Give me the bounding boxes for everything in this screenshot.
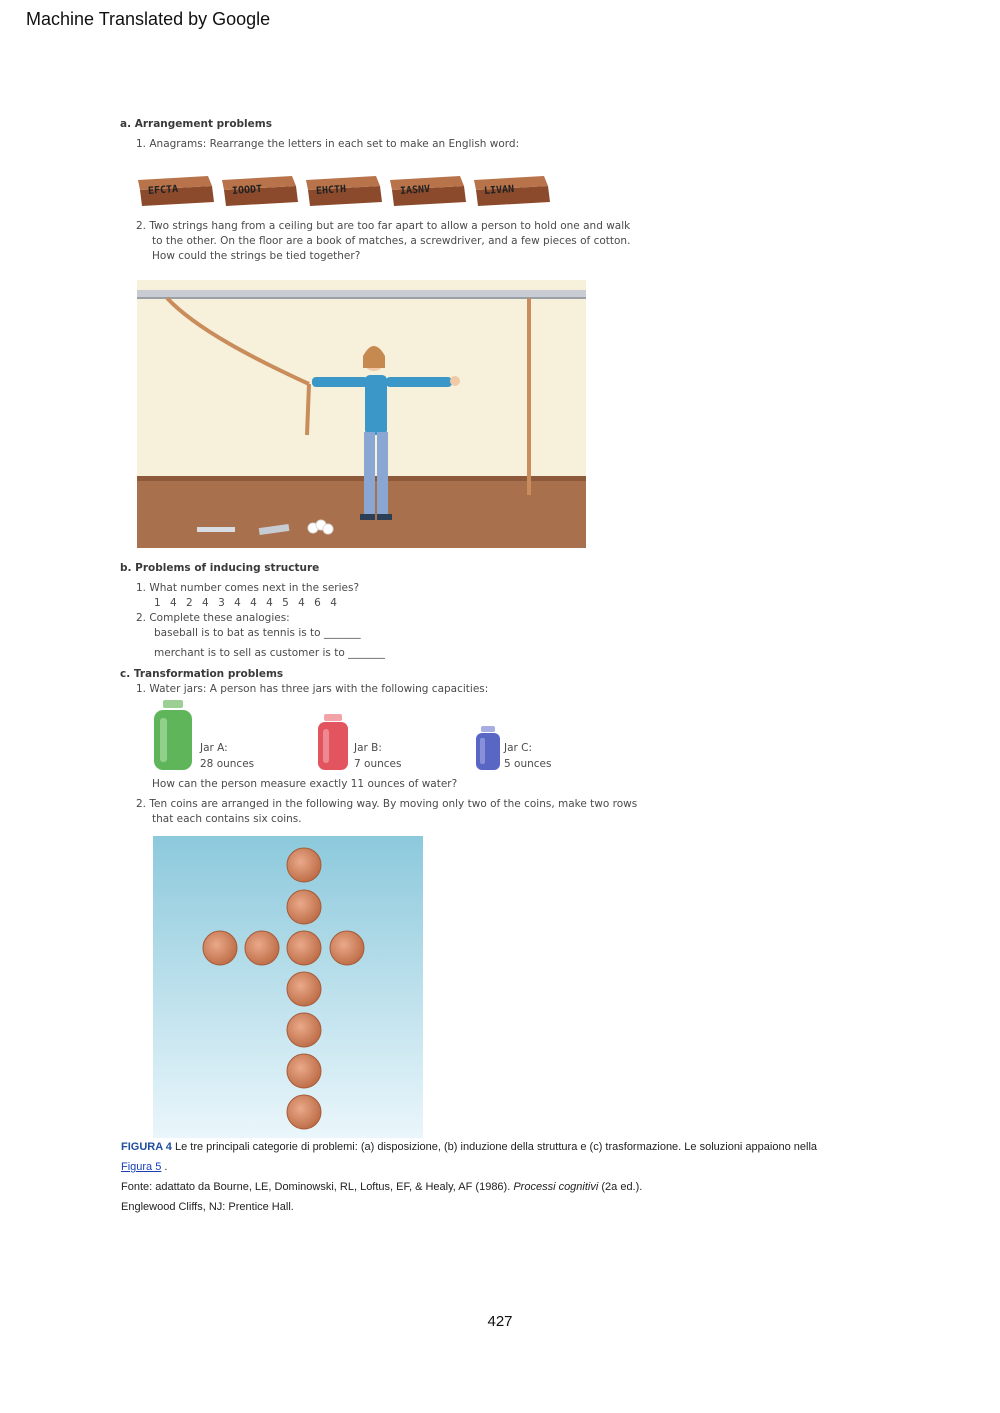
jar-a-body [154, 710, 192, 770]
anagram-tray-3 [306, 172, 384, 204]
coin [330, 931, 364, 965]
figure-caption [121, 1137, 881, 1217]
anagram-tray-4 [390, 172, 468, 204]
jar-a [152, 700, 194, 777]
jar-c-name: Jar C: [504, 742, 533, 754]
machine-translation-header: Machine Translated by Google [26, 9, 271, 29]
caption-line-2 [121, 1157, 881, 1177]
coin [287, 848, 321, 882]
caption-publisher: Englewood Cliffs, NJ: Prentice Hall. [121, 1201, 294, 1213]
jar-b-name: Jar B: [354, 742, 382, 754]
page-number: 427 [487, 1313, 513, 1330]
anagram-trays [138, 168, 558, 210]
caption-text: Le tre principali categorie di problemi: (a) disposizione, (b) induzione della struttura e (c) trasformazione. Le soluzioni appaiono nella [171, 1141, 818, 1153]
anagram-tray-1 [138, 172, 216, 204]
coin [287, 1013, 321, 1047]
strings-problem-line-2: to the other. On the floor are a book of matches, a screwdriver, and a few pieces of cotton. [152, 235, 631, 247]
section-c-heading: c. Transformation problems [120, 668, 284, 680]
figure-5-link[interactable]: Figura 5 [121, 1161, 162, 1173]
anagram-tray-5 [474, 172, 552, 204]
anagram-text-3: EHCTH [315, 183, 347, 197]
analogies-question: 2. Complete these analogies: [136, 612, 290, 624]
coin [287, 890, 321, 924]
coin [203, 931, 237, 965]
figure-4 [120, 116, 690, 1138]
anagram-text-1: EFCTA [147, 183, 179, 197]
two-strings-illustration [137, 280, 586, 548]
coin [287, 931, 321, 965]
coin [287, 1054, 321, 1088]
anagram-text-5: LIVAN [483, 183, 515, 197]
jar-b-capacity: 7 ounces [354, 758, 402, 770]
anagram-text-4: IASNV [399, 183, 431, 197]
jar-a-capacity: 28 ounces [200, 758, 255, 770]
anagram-text-2: IOODT [231, 183, 263, 197]
caption-line-1 [121, 1137, 881, 1157]
coin [245, 931, 279, 965]
jar-c [474, 726, 502, 777]
analogy-1: baseball is to bat as tennis is to _______ [154, 627, 361, 639]
jar-b [316, 714, 350, 777]
coins-problem-line-1: 2. Ten coins are arranged in the following way. By moving only two of the coins, make two rows [136, 798, 638, 810]
section-a-heading: a. Arrangement problems [120, 118, 272, 130]
coins-problem-line-2: that each contains six coins. [152, 813, 302, 825]
source-title: Processi cognitivi [513, 1181, 599, 1193]
caption-label: FIGURA 4 [121, 1141, 172, 1153]
source-suffix: (2a ed.). [598, 1181, 643, 1193]
anagrams-instruction: 1. Anagrams: Rearrange the letters in each set to make an English word: [136, 138, 520, 150]
strings-problem-line-3: How could the strings be tied together? [152, 250, 361, 262]
coins-illustration [153, 836, 423, 1138]
source-prefix: Fonte: adattato da Bourne, LE, Dominowski, RL, Loftus, EF, & Healy, AF (1986). [121, 1181, 514, 1193]
caption-source [121, 1177, 881, 1197]
section-b-heading: b. Problems of inducing structure [120, 562, 320, 574]
strings-problem-line-1: 2. Two strings hang from a ceiling but are too far apart to allow a person to hold one and walk [136, 220, 631, 232]
jar-a-name: Jar A: [200, 742, 228, 754]
water-jars-question: 1. Water jars: A person has three jars with the following capacities: [136, 683, 489, 695]
jar-c-capacity: 5 ounces [504, 758, 552, 770]
anagram-tray-2 [222, 172, 300, 204]
jars-measure-question: How can the person measure exactly 11 ounces of water? [152, 778, 458, 790]
caption-link-after: . [161, 1161, 168, 1173]
series-question: 1. What number comes next in the series? [136, 582, 360, 594]
coin [287, 972, 321, 1006]
coin [287, 1095, 321, 1129]
analogy-2: merchant is to sell as customer is to _______ [154, 647, 385, 659]
number-series: 1 4 2 4 3 4 4 4 5 4 6 4 [154, 597, 340, 609]
